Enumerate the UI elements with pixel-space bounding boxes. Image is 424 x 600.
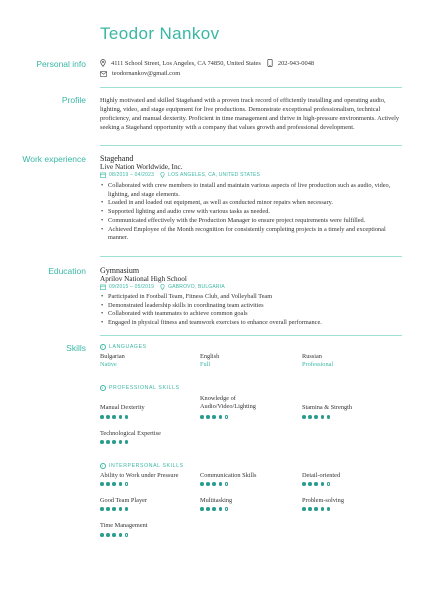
rating-dot-filled: [206, 415, 210, 419]
info-icon: i: [100, 463, 106, 469]
rating-dot-filled: [314, 507, 318, 511]
language-level: Professional: [302, 361, 334, 368]
rating-dot-filled: [100, 440, 104, 444]
address-row: [100, 59, 314, 67]
rating-dot-filled: [125, 507, 129, 511]
rating-dot-filled: [106, 507, 110, 511]
employer-name: Live Nation Worldwide, Inc.: [100, 163, 183, 171]
rating-dot-empty: [225, 482, 229, 486]
degree-title: Gymnasium: [100, 266, 140, 275]
list-item: • Loaded in and loaded out equipment, as well as conducted minor repairs when necessary.: [100, 199, 404, 208]
skill-rating: [302, 482, 333, 486]
rating-dot-filled: [125, 415, 129, 419]
list-item: • Engaged in physical fitness and teamwork exercises to enhance overall performance.: [100, 319, 404, 328]
job-bullets: [100, 182, 404, 243]
job-meta: [100, 172, 260, 178]
section-label-work-experience: Work experience: [22, 154, 86, 164]
email-text: teodornankov@gmail.com: [112, 70, 181, 77]
rating-dot-filled: [112, 440, 116, 444]
rating-dot-filled: [314, 415, 318, 419]
skill-name: Communication Skills: [200, 472, 257, 479]
envelope-icon: [100, 71, 107, 77]
rating-dot-filled: [327, 507, 331, 511]
rating-dot-filled: [106, 482, 110, 486]
rating-dot-filled: [212, 482, 216, 486]
location-pin-icon: [100, 59, 106, 67]
rating-dot-filled: [321, 415, 325, 419]
rating-dot-filled: [219, 507, 223, 511]
rating-dot-filled: [100, 533, 104, 537]
list-item: • Participated in Football Team, Fitness Club, and Volleyball Team: [100, 293, 404, 302]
calendar-icon: [100, 284, 106, 290]
rating-dot-filled: [308, 507, 312, 511]
skill-rating: [200, 482, 231, 486]
rating-dot-filled: [212, 415, 216, 419]
skill-name: Technological Expertise: [100, 430, 161, 437]
rating-dot-filled: [302, 482, 306, 486]
skill-name: Stamina & Strength: [302, 404, 353, 411]
rating-dot-empty: [327, 482, 331, 486]
skill-name: Detail-oriented: [302, 472, 341, 479]
rating-dot-filled: [100, 507, 104, 511]
skill-rating: [100, 507, 131, 511]
rating-dot-filled: [308, 415, 312, 419]
list-item: • Collaborated with crew members to install and maintain various aspects of live production such as audio, video, lighting, and stage elements.: [100, 182, 404, 199]
rating-dot-filled: [219, 415, 223, 419]
list-item: • Communicated effectively with the Production Manager to ensure project requirements were fulfilled.: [100, 217, 404, 226]
rating-dot-filled: [200, 507, 204, 511]
skill-name: Ability to Work under Pressure: [100, 472, 179, 479]
school-name: Aprilov National High School: [100, 275, 187, 283]
skill-rating: [200, 507, 231, 511]
languages-heading: i LANGUAGES: [100, 344, 147, 350]
rating-dot-filled: [112, 507, 116, 511]
rating-dot-filled: [106, 533, 110, 537]
skill-rating: [302, 507, 333, 511]
divider: [100, 335, 402, 336]
rating-dot-filled: [308, 482, 312, 486]
location-pin-icon: [160, 172, 165, 178]
list-item: • Achieved Employee of the Month recognition for consistently completing projects in a timely and exceptional manner.: [100, 226, 404, 243]
rating-dot-filled: [200, 482, 204, 486]
divider: [100, 145, 402, 146]
rating-dot-filled: [302, 507, 306, 511]
rating-dot-filled: [119, 482, 123, 486]
skill-rating: [100, 533, 131, 537]
rating-dot-filled: [302, 415, 306, 419]
section-label-personal-info: Personal info: [36, 59, 86, 69]
rating-dot-filled: [119, 440, 123, 444]
rating-dot-filled: [206, 507, 210, 511]
education-dates: 09/2015 – 05/2019: [109, 284, 155, 290]
skill-rating: [100, 440, 131, 444]
rating-dot-filled: [119, 533, 123, 537]
language-level: Native: [100, 361, 117, 368]
language-level: Full: [200, 361, 211, 368]
address-text: 4111 School Street, Los Angeles, CA 74850, United States: [111, 59, 261, 67]
education-bullets: [100, 293, 404, 328]
professional-skills-heading: i PROFESSIONAL SKILLS: [100, 385, 180, 391]
rating-dot-filled: [321, 482, 325, 486]
rating-dot-filled: [112, 533, 116, 537]
education-meta: [100, 284, 225, 290]
interpersonal-skills-heading: i INTERPERSONAL SKILLS: [100, 463, 184, 469]
divider: [100, 87, 402, 88]
rating-dot-filled: [112, 482, 116, 486]
location-pin-icon: [160, 284, 165, 290]
language-name: English: [200, 353, 220, 360]
skill-name: Knowledge of Audio/Video/Lighting: [200, 395, 256, 410]
calendar-icon: [100, 172, 106, 178]
job-title: Stagehand: [100, 154, 134, 163]
section-label-profile: Profile: [61, 95, 86, 105]
list-item: • Collaborated with teammates to achieve common goals: [100, 310, 404, 319]
list-item: • Supported lighting and audio crew with various tasks as needed.: [100, 208, 404, 217]
skill-name: Time Management: [100, 522, 148, 529]
phone-text: 202-943-0048: [277, 59, 315, 67]
rating-dot-filled: [219, 482, 223, 486]
skill-rating: [302, 415, 333, 419]
skill-rating: [100, 482, 131, 486]
rating-dot-empty: [125, 533, 129, 537]
rating-dot-filled: [112, 415, 116, 419]
language-name: Russian: [302, 353, 322, 360]
info-icon: i: [100, 385, 106, 391]
rating-dot-filled: [106, 415, 110, 419]
rating-dot-empty: [125, 482, 129, 486]
rating-dot-filled: [100, 415, 104, 419]
info-icon: i: [100, 344, 106, 350]
skill-name: Manual Dexterity: [100, 404, 145, 411]
rating-dot-empty: [225, 507, 229, 511]
rating-dot-filled: [327, 415, 331, 419]
rating-dot-filled: [200, 415, 204, 419]
section-label-skills: Skills: [66, 343, 86, 353]
skill-name: Good Team Player: [100, 497, 148, 504]
job-location: LOS ANGELES, CA, UNITED STATES: [168, 172, 261, 178]
skill-name: Problem-solving: [302, 497, 344, 504]
rating-dot-filled: [321, 507, 325, 511]
phone-icon: [267, 59, 273, 67]
language-name: Bulgarian: [100, 353, 125, 360]
section-label-education: Education: [48, 266, 86, 276]
rating-dot-filled: [119, 415, 123, 419]
list-item: • Demonstrated leadership skills in coordinating team activities: [100, 302, 404, 311]
education-location: GABROVO, BULGARIA: [168, 284, 225, 290]
rating-dot-filled: [106, 440, 110, 444]
resume-name: Teodor Nankov: [100, 24, 220, 43]
rating-dot-filled: [314, 482, 318, 486]
rating-dot-filled: [212, 507, 216, 511]
rating-dot-filled: [119, 507, 123, 511]
job-dates: 08/2019 – 04/2023: [109, 172, 155, 178]
skill-rating: [200, 415, 231, 419]
skill-name: Multitasking: [200, 497, 233, 504]
divider: [100, 256, 402, 257]
rating-dot-filled: [100, 482, 104, 486]
rating-dot-filled: [125, 440, 129, 444]
skill-rating: [100, 415, 131, 419]
email-row: [100, 70, 180, 77]
rating-dot-empty: [225, 415, 229, 419]
profile-summary: Highly motivated and skilled Stagehand with a proven track record of efficiently installing and operating audio, lighting, video, and stage equipment for live productions. Demonstrate exceptional professionalism, technical proficiency, and manual dexterity. Proficient in time management and thrive in high-pressure environments. Actively seeking a Stagehand opportunity with a company that values growth and professional development.: [100, 97, 400, 131]
rating-dot-filled: [206, 482, 210, 486]
